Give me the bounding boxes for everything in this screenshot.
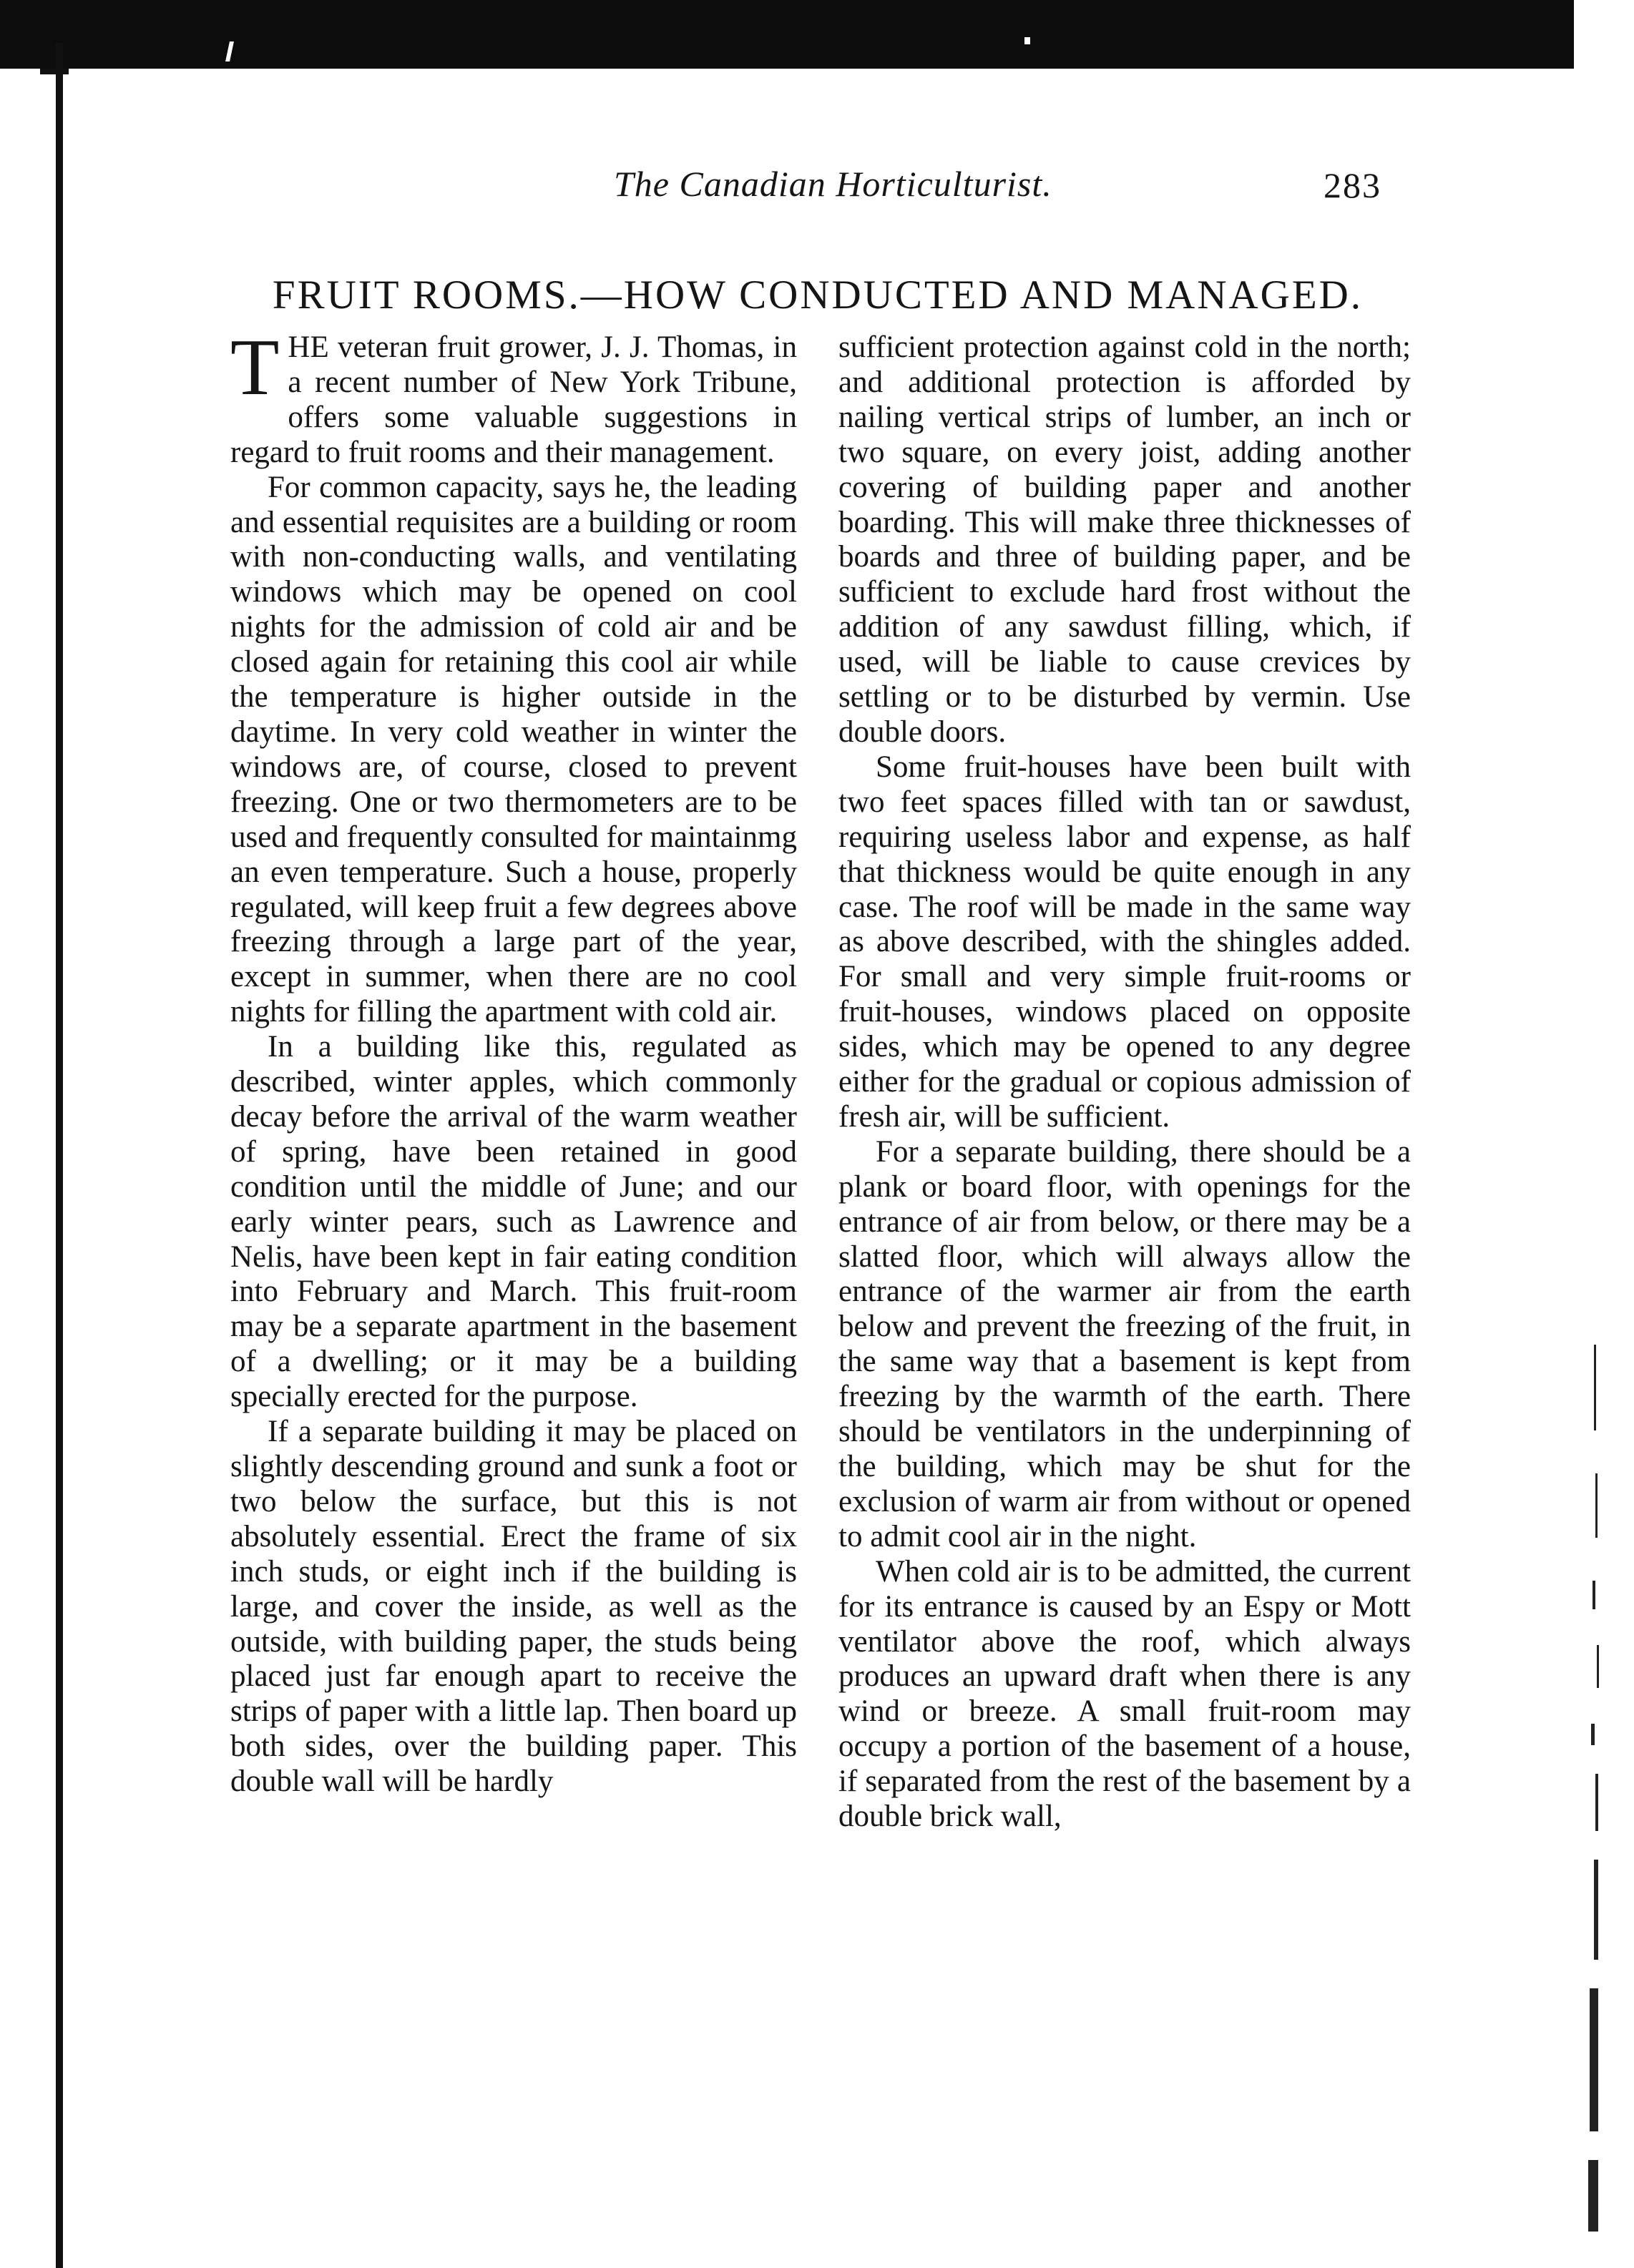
scan-edge-noise: [1587, 1345, 1623, 2267]
running-head: [0, 163, 1634, 213]
paragraph: For common capacity, says he, the leading and essential requisites are a building or room with non-conducting walls, and ventilating windows which may be opened on cool nights for the admission of cold air and be closed again for retaining this cool air while the temperature is higher outside in the daytime. In very cold weather in winter the windows are, of course, closed to prevent freezing. One or two thermometers are to be used and frequently consulted for maintainmg an even temperature. Such a house, properly regulated, will keep fruit a few degrees above freezing through a large part of the year, except in summer, when there are no cool nights for filling the apartment with cold air.: [230, 470, 797, 1029]
page-number: 283: [1324, 165, 1381, 205]
right-column: [838, 330, 1411, 1835]
scan-mark: [1024, 37, 1030, 44]
scan-left-border: [56, 43, 63, 2268]
paragraph: If a separate building it may be placed on slightly descending ground and sunk a foot or two below the surface, but this is not absolutely essential. Erect the frame of six inch studs, or eight inch if the building is large, and cover the inside, as well as the outside, with building paper, the studs being placed just far enough apart to receive the strips of paper with a little lap. Then board up both sides, over the building paper. This double wall will be hardly: [230, 1415, 797, 1799]
article-title: FRUIT ROOMS.—HOW CONDUCTED AND MANAGED.: [272, 273, 1364, 318]
scan-mark: [40, 69, 69, 74]
drop-cap: T: [230, 323, 280, 412]
scan-mark: [225, 41, 234, 62]
paragraph-text: HE veteran fruit grower, J. J. Thomas, in a recent number of New York Tribune, offers some valuable suggestions in regard to fruit rooms and their management.: [230, 330, 797, 469]
paragraph-intro: [230, 323, 797, 471]
scan-top-border: [0, 0, 1574, 69]
paragraph: For a separate building, there should be a plank or board floor, with openings for the entrance of air from below, or there may be a slatted floor, which will always allow the entrance of the warmer air from the earth below and prevent the freezing of the fruit, in the same way that a basement is kept from freezing by the warmth of the earth. There should be ventilators in the underpinning of the building, which may be shut for the exclusion of warm air from without or opened to admit cool air in the night.: [838, 1134, 1411, 1553]
journal-title: The Canadian Horticulturist.: [614, 164, 1052, 204]
paragraph: In a building like this, regulated as described, winter apples, which commonly decay before the arrival of the warm weather of spring, have been retained in good condition until the middle of June; and our early winter pears, such as Lawrence and Nelis, have been kept in fair eating condition into February and March. This fruit-room may be a separate apartment in the basement of a dwelling; or it may be a building specially erected for the purpose.: [230, 1030, 797, 1414]
paragraph-continued: sufficient protection against cold in the north; and additional protection is afforded by nailing vertical strips of lumber, an inch or two square, on every joist, adding another covering of building paper and another boarding. This will make three thicknesses of boards and three of building paper, and be sufficient to exclude hard frost without the addition of any sawdust filling, which, if used, will be liable to cause crevices by settling or to be disturbed by vermin. Use double doors.: [838, 330, 1411, 749]
paragraph: Some fruit-houses have been built with two feet spaces filled with tan or sawdust, requiring useless labor and expense, as half that thickness would be quite enough in any case. The roof will be made in the same way as above described, with the shingles added. For small and very simple fruit-rooms or fruit-houses, windows placed on opposite sides, which may be opened to any degree either for the gradual or copious admission of fresh air, will be sufficient.: [838, 750, 1411, 1134]
left-column: [230, 323, 797, 1800]
paragraph: When cold air is to be admitted, the current for its entrance is caused by an Espy or Mott ventilator above the roof, which always produces an upward draft when there is any wind or breeze. A small fruit-room may occupy a portion of the basement of a house, if separated from the rest of the basement by a double brick wall,: [838, 1554, 1411, 1834]
